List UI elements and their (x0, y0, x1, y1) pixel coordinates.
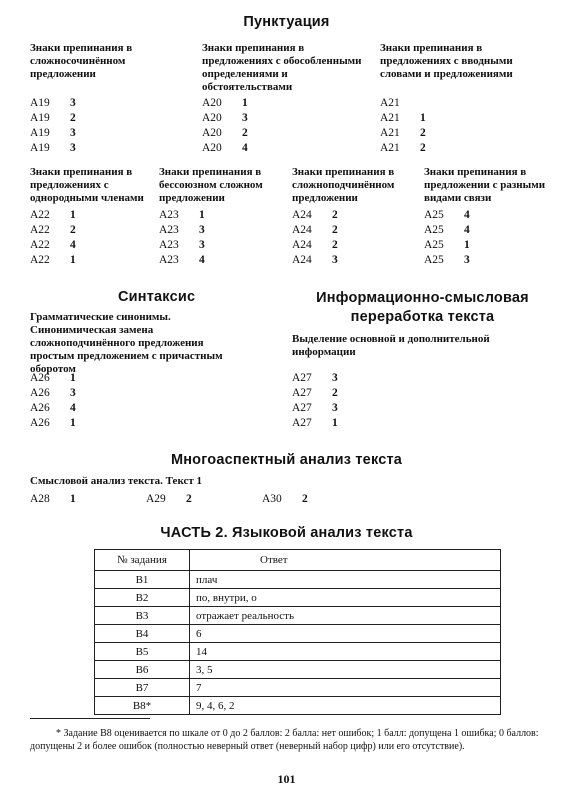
group-label: Знаки препинания в предложениях с обособленными определениями и обстоятельствами (202, 42, 362, 93)
answer-value: 1 (70, 254, 76, 266)
answer-row (424, 238, 554, 253)
group-label: Выделение основной и дополнительной информации (292, 333, 490, 358)
answer-value: 1 (70, 209, 76, 221)
answer-row (292, 208, 417, 223)
task-id: А29 (146, 493, 166, 505)
group-a22 (30, 166, 155, 268)
answer-value: 1 (420, 112, 426, 124)
answer-value: 3 (70, 97, 76, 109)
answer-row (292, 223, 417, 238)
task-id: А28 (30, 493, 50, 505)
task-id: А30 (262, 493, 282, 505)
answer-value: 3 (332, 254, 338, 266)
answer-row (159, 208, 287, 223)
group-a27 (292, 333, 512, 431)
answer-row (30, 223, 155, 238)
section-title-punctuation: Пунктуация (243, 14, 330, 30)
task-id: А19 (30, 97, 50, 109)
answer-value: 2 (186, 493, 192, 505)
table-row (95, 589, 501, 607)
answer-value: 2 (332, 239, 338, 251)
task-id: А26 (30, 372, 50, 384)
answer-row (292, 386, 512, 401)
answer-row (30, 111, 175, 126)
answer-value: 4 (199, 254, 205, 266)
answer-list (292, 208, 417, 268)
section-title-multi: Многоаспектный анализ текста (170, 452, 403, 468)
answer-row (30, 141, 175, 156)
answer-list (30, 96, 175, 156)
task-id: А22 (30, 224, 50, 236)
answer-row (30, 401, 245, 416)
task-id: А27 (292, 372, 312, 384)
answer-row (30, 126, 175, 141)
task-id: А20 (202, 112, 222, 124)
group-label: Знаки препинания в сложноподчинённом предложении (292, 166, 395, 204)
task-id: А22 (30, 239, 50, 251)
table-row (95, 625, 501, 643)
answer-value: 2 (332, 224, 338, 236)
task-id: А21 (380, 142, 400, 154)
task-id: А20 (202, 97, 222, 109)
answer-row (424, 223, 554, 238)
answer-row (30, 386, 245, 401)
answer-row (380, 111, 530, 126)
answer-value: 1 (464, 239, 470, 251)
answer-row (30, 371, 245, 386)
task-id: А20 (202, 142, 222, 154)
group-a19 (30, 42, 175, 156)
table-row (95, 679, 501, 697)
task-id: А26 (30, 417, 50, 429)
answer-cell: по, внутри, о (190, 589, 501, 607)
task-cell: В4 (95, 625, 190, 643)
answer-row (202, 111, 374, 126)
table-row (95, 607, 501, 625)
answer-value: 1 (242, 97, 248, 109)
answer-value: 3 (70, 142, 76, 154)
answer-value: 3 (70, 387, 76, 399)
answer-row (30, 238, 155, 253)
answer-cell: 3, 5 (190, 661, 501, 679)
group-a24 (292, 166, 417, 268)
answer-row (202, 126, 374, 141)
table-row (95, 571, 501, 589)
task-cell: В3 (95, 607, 190, 625)
task-id: А24 (292, 224, 312, 236)
task-id: А23 (159, 209, 179, 221)
group-a25 (424, 166, 554, 268)
table-row (95, 697, 501, 715)
task-id: А24 (292, 239, 312, 251)
answer-value: 2 (332, 387, 338, 399)
task-id: А26 (30, 402, 50, 414)
answer-value: 2 (70, 224, 76, 236)
answer-value: 3 (199, 239, 205, 251)
title-line: Информационно-смысловая (316, 290, 529, 306)
answer-row (380, 96, 530, 111)
table-row (95, 643, 501, 661)
answer-row (30, 208, 155, 223)
group-a21 (380, 42, 530, 156)
answer-row (202, 96, 374, 111)
task-cell: В6 (95, 661, 190, 679)
answer-value: 1 (332, 417, 338, 429)
task-id: А21 (380, 127, 400, 139)
answer-row (30, 96, 175, 111)
section-title-info (290, 289, 555, 327)
answer-value: 3 (242, 112, 248, 124)
column-header: № задания (95, 550, 190, 571)
answer-value: 2 (302, 493, 308, 505)
answer-value: 3 (199, 224, 205, 236)
task-id: А22 (30, 254, 50, 266)
group-label: Знаки препинания в сложносочинённом предложении (30, 42, 133, 80)
task-id: А26 (30, 387, 50, 399)
answers-table (94, 549, 501, 715)
answer-list (292, 371, 512, 431)
task-id: А23 (159, 239, 179, 251)
task-id: А20 (202, 127, 222, 139)
task-id: А27 (292, 387, 312, 399)
answer-row (292, 238, 417, 253)
section-title-syntax: Синтаксис (118, 289, 196, 305)
title-line: переработка текста (350, 309, 495, 325)
task-id: А24 (292, 254, 312, 266)
answer-cell: отражает реальность (190, 607, 501, 625)
answer-value: 4 (242, 142, 248, 154)
answer-row (424, 208, 554, 223)
answer-value: 1 (70, 417, 76, 429)
task-cell: В2 (95, 589, 190, 607)
page-number: 101 (277, 772, 296, 786)
answer-row (30, 416, 245, 431)
task-id: А27 (292, 402, 312, 414)
answer-cell: 6 (190, 625, 501, 643)
task-cell: В5 (95, 643, 190, 661)
answer-row (30, 253, 155, 268)
answer-value: 3 (464, 254, 470, 266)
answer-cell: 7 (190, 679, 501, 697)
answer-row (292, 253, 417, 268)
footnote-divider (30, 718, 150, 719)
task-cell: В8* (95, 697, 190, 715)
answer-value: 3 (70, 127, 76, 139)
answer-value: 4 (464, 224, 470, 236)
group-label: Смысловой анализ текста. Текст 1 (30, 475, 203, 487)
answer-value: 2 (420, 142, 426, 154)
answer-row (159, 238, 287, 253)
answer-row (159, 223, 287, 238)
answer-value: 2 (420, 127, 426, 139)
task-id: А23 (159, 254, 179, 266)
task-id: А19 (30, 112, 50, 124)
answer-list (30, 208, 155, 268)
answer-value: 4 (70, 239, 76, 251)
task-id: А25 (424, 254, 444, 266)
footnote: * Задание В8 оценивается по шкале от 0 до 2 баллов: 2 балла: нет ошибок; 1 балл: допущена 1 ошибка; 0 баллов: допущены 2 и более ошибок (полностью неверный ответ (неверный набор цифр) или его отсутствие). (30, 728, 539, 752)
task-id: А25 (424, 239, 444, 251)
task-id: А25 (424, 209, 444, 221)
answer-list (30, 371, 245, 431)
answer-cell: 14 (190, 643, 501, 661)
answer-row (292, 416, 512, 431)
answer-row (159, 253, 287, 268)
group-label: Знаки препинания в предложении с разными видами связи (424, 166, 546, 204)
table-row (95, 661, 501, 679)
answer-row (292, 371, 512, 386)
task-id: А23 (159, 224, 179, 236)
answer-cell: 9, 4, 6, 2 (190, 697, 501, 715)
answer-row (292, 401, 512, 416)
task-cell: В7 (95, 679, 190, 697)
group-label: Знаки препинания в предложениях с вводными словами и предложениями (380, 42, 513, 80)
answer-list (380, 96, 530, 156)
answer-list (159, 208, 287, 268)
answer-list (424, 208, 554, 268)
answer-value: 2 (242, 127, 248, 139)
answer-cell: плач (190, 571, 501, 589)
group-label: Знаки препинания в предложениях с однородными членами (30, 166, 144, 204)
answer-row (424, 253, 554, 268)
group-a26 (30, 311, 245, 431)
group-label: Знаки препинания в бессоюзном сложном предложении (159, 166, 263, 204)
answer-value: 3 (332, 372, 338, 384)
answer-list (202, 96, 374, 156)
task-id: А22 (30, 209, 50, 221)
answer-a29 (146, 492, 192, 507)
task-id: А19 (30, 127, 50, 139)
answer-a30 (262, 492, 308, 507)
task-id: А19 (30, 142, 50, 154)
task-id: А24 (292, 209, 312, 221)
task-id: А21 (380, 97, 400, 109)
task-id: А25 (424, 224, 444, 236)
answer-row (380, 141, 530, 156)
group-a23 (159, 166, 287, 268)
task-id: А21 (380, 112, 400, 124)
group-label: Грамматические синонимы. Синонимическая замена сложноподчинённого предложения простым предложением с причастным оборотом (30, 311, 223, 375)
answer-value: 1 (70, 372, 76, 384)
answer-value: 4 (464, 209, 470, 221)
answer-row (202, 141, 374, 156)
answer-value: 1 (70, 493, 76, 505)
answer-a28 (30, 492, 76, 507)
answer-row (380, 126, 530, 141)
group-a20 (202, 42, 374, 156)
answer-value: 3 (332, 402, 338, 414)
column-header: Ответ (190, 550, 501, 571)
answer-value: 1 (199, 209, 205, 221)
answer-value: 2 (332, 209, 338, 221)
answer-value: 4 (70, 402, 76, 414)
section-title-part2: ЧАСТЬ 2. Языковой анализ текста (160, 525, 413, 541)
answer-value: 2 (70, 112, 76, 124)
task-cell: В1 (95, 571, 190, 589)
task-id: А27 (292, 417, 312, 429)
